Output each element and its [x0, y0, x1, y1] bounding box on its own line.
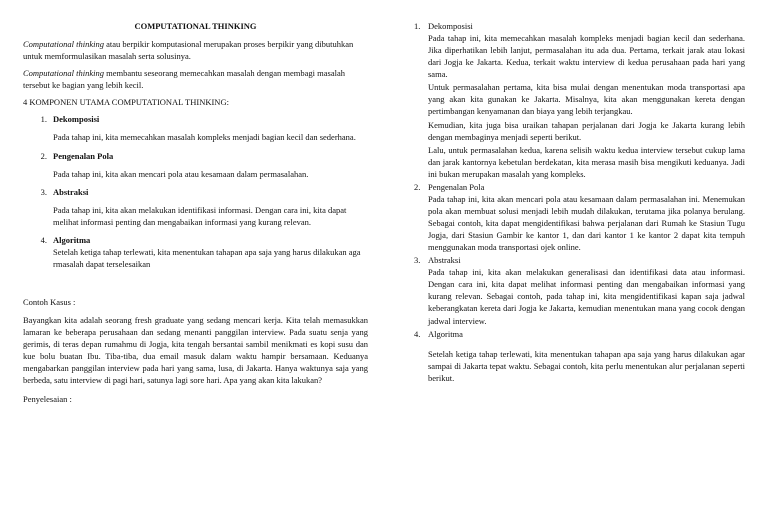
- case-text: Bayangkan kita adalah seorang fresh graduate yang sedang mencari kerja. Kita telah memasukkan lamaran ke beberapa perusahaan dan sedang menanti panggilan interview. Pada suatu senja yang gerimis, di teras depan rumahmu di Jogja, kita tengah bersantai sambil menikmati es kopi susu dan kue bolu buatan Ibu. Tiba-tiba, dua email masuk dalam waktu hampir bersamaan. Keduanya mengabarkan panggilan interview pada hari yang sama, lusa, di Jakarta. Hanya waktunya saja yang berbeda, satu interview di pagi hari, satunya lagi sore hari. Apa yang akan kita lakukan?: [23, 315, 368, 386]
- component-item: [23, 113, 368, 147]
- solution-step: [414, 20, 745, 181]
- right-column: [414, 20, 745, 385]
- component-item: [23, 186, 368, 232]
- component-title: Dekomposisi: [53, 114, 100, 125]
- step-number: 4.: [414, 328, 421, 339]
- intro-2-emphasis: Computational thinking: [23, 68, 104, 79]
- component-text: Pada tahap ini, kita akan melakukan identifikasi informasi. Dengan cara ini, kita dapat melihat informasi penting dan mengabaikan informasi yang kurang relevan.: [53, 204, 347, 227]
- step-number: 3.: [414, 255, 421, 266]
- component-item: [23, 234, 368, 274]
- intro-1-text: atau berpikir komputasional merupakan proses berpikir yang dibutuhkan untuk memformulasikan masalah serta solusinya.: [23, 39, 354, 62]
- intro-1-emphasis: Computational thinking: [23, 39, 104, 50]
- solution-label: Penyelesaian :: [23, 394, 72, 405]
- step-title: Dekomposisi: [428, 21, 473, 31]
- step-title: Algoritma: [428, 328, 463, 339]
- component-text: Setelah ketiga tahap terlewati, kita menentukan tahapan apa saja yang harus dilakukan aga rmasalah dapat terselesaikan: [53, 246, 361, 269]
- component-text: Pada tahap ini, kita memecahkan masalah kompleks menjadi bagian kecil dan sederhana.: [53, 132, 356, 143]
- step-paragraph: Pada tahap ini, kita akan mencari pola atau kesamaan dalam permasalahan ini. Menemukan pola akan membuat solusi menjadi lebih mudah dilakukan, terutama jika polanya berulang. Sebagai contoh, kita dapat mengidentifikasi bahwa perjalanan dari Rumah ke Stasiun Tugu Jogja, dari Stasiun Gambir ke kantor 1, dan dari kantor 1 ke kantor 2 dapat kita tempuh menggunakan moda transportasi ojek online.: [428, 193, 745, 253]
- component-item: [23, 150, 368, 184]
- solution-step: [414, 254, 745, 327]
- component-number: 4.: [40, 234, 47, 245]
- component-number: 2.: [40, 150, 47, 161]
- solution-step: [414, 181, 745, 254]
- components-heading: 4 KOMPONEN UTAMA COMPUTATIONAL THINKING:: [23, 97, 229, 108]
- step-number: 2.: [414, 181, 421, 192]
- solution-step: [414, 328, 745, 385]
- component-number: 3.: [40, 186, 47, 197]
- component-title: Algoritma: [53, 234, 91, 245]
- left-column: [23, 20, 368, 406]
- step-paragraph: Setelah ketiga tahap terlewati, kita menentukan tahapan apa saja yang harus dilakukan agar sampai di Jakarta tepat waktu. Sebagai contoh, kita perlu menentukan alur perjalanan seperti berikut.: [428, 348, 745, 383]
- intro-paragraph-1: [23, 38, 368, 62]
- step-number: 1.: [414, 21, 421, 31]
- step-paragraph: Pada tahap ini, kita memecahkan masalah kompleks menjadi bagian kecil dan sederhana. Jika diperhatikan lebih lanjut, permasalahan itu ada dua. Pertama, terkait jarak atau lokasi dari Jogja ke Jakarta. Kedua, terkait waktu interview di kedua perusahaan pada hari yang sama.: [428, 33, 745, 80]
- step-paragraph: Kemudian, kita juga bisa uraikan tahapan perjalanan dari Jogja ke Jakarta kurang lebih dengan membaginya menjadi seperti berikut.: [428, 119, 745, 142]
- intro-2-text: membantu seseorang memecahkan masalah dengan membagi masalah tersebut ke bagian yang lebih kecil.: [23, 68, 345, 91]
- components-list: [23, 113, 368, 274]
- document-title: COMPUTATIONAL THINKING: [134, 21, 257, 31]
- step-paragraph: Untuk permasalahan pertama, kita bisa mulai dengan menentukan moda transportasi apa yang akan kita gunakan ke Jakarta. Misalnya, kita akan menggunakan kereta dengan pertimbangan kenyamanan dan biaya yang lebih terjangkau.: [428, 82, 745, 117]
- step-title: Abstraksi: [428, 255, 461, 266]
- component-text: Pada tahap ini, kita akan mencari pola atau kesamaan dalam permasalahan.: [53, 168, 309, 179]
- step-title: Pengenalan Pola: [428, 181, 485, 192]
- step-paragraph: Pada tahap ini, kita akan melakukan generalisasi dan identifikasi data atau informasi. Dengan cara ini, kita dapat melihat informasi penting dan mengabaikan informasi yang kurang relevan. Sebagai contoh, pada tahap ini, kita mengidentifikasi kapan saja jadwal keberangkatan kereta dari Jogja ke Jakarta, kemudian menentukan mana yang cocok dengan jadwal interview.: [428, 267, 745, 326]
- step-paragraph: Lalu, untuk permasalahan kedua, karena selisih waktu kedua interview tersebut cukup lama dan jarak kantornya kebetulan berdekatan, kita merasa masih bisa mengikuti keduanya. Jadi ini bukan merupakan masalah yang kompleks.: [428, 144, 745, 179]
- component-title: Pengenalan Pola: [53, 150, 114, 161]
- case-label: Contoh Kasus :: [23, 297, 76, 307]
- component-title: Abstraksi: [53, 186, 89, 197]
- intro-paragraph-2: [23, 67, 368, 91]
- component-number: 1.: [40, 114, 47, 125]
